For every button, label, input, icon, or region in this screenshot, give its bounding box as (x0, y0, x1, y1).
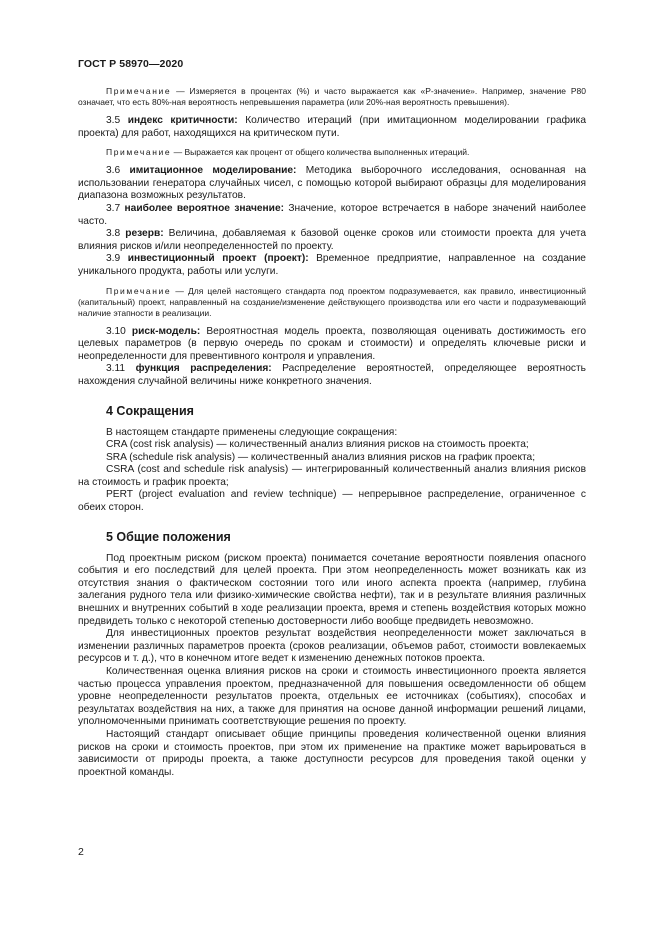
term-3-7: 3.7 наиболее вероятное значение: Значение, которое встречается в наборе значений наиболее часто. (78, 202, 586, 227)
term-3-9: 3.9 инвестиционный проект (проект): Временное предприятие, направленное на создание уникального продукта, работы или услуги. (78, 253, 586, 277)
section-5-title: 5 Общие положения (106, 529, 231, 544)
note-label: Примечание (106, 86, 172, 96)
page-number: 2 (78, 846, 84, 858)
note-label: Примечание (106, 147, 172, 158)
list-item: CRA (cost risk analysis) — количественный анализ влияния рисков на стоимость проекта; (106, 439, 529, 451)
term-3-11: 3.11 функция распределения: Распределение вероятностей, определяющее вероятность нахождения случайной величины ниже конкретного значения. (78, 363, 586, 387)
note-2: Примечание — Выражается как процент от общего количества выполненных итераций. (106, 147, 470, 158)
list-item: PERT (project evaluation and review technique) — непрерывное распределение, ограниченное с обеих сторон. (78, 489, 586, 514)
abbreviations-list (78, 427, 586, 515)
term-3-6: 3.6 имитационное моделирование: Методика выборочного исследования, основанная на использовании генератора случайных чисел, с помощью которой выбирают образцы для моделирования диапазона возможных результатов. (78, 165, 586, 202)
paragraph: Настоящий стандарт описывает общие принципы проведения количественной оценки влияния рисков на сроки и стоимость проектов, при этом их применение на практике может варьироваться в зависимости от природы проекта, а также доступности ресурсов для проведения такой оценки у проектной команды. (78, 728, 586, 778)
document-header: ГОСТ Р 58970—2020 (78, 58, 184, 70)
paragraph: Количественная оценка влияния рисков на сроки и стоимость инвестиционного проекта является частью процесса управления проектом, предназначенной для повышения осведомленности об общем уровне неопределенности результатов проекта, отдельных ее источниках (событиях), способах и результатах воздействия на них, а также для принятия на основе данной информации решений лицами, уполномоченными принимать соответствующие решения по проекту. (78, 666, 586, 728)
paragraph: Для инвестиционных проектов результат воздействия неопределенности может заключаться в изменении различных параметров проекта (сроков реализации, объемов работ, стоимости вовлекаемых ресурсов и т. д.), что в конечном итоге ведет к изменению денежных потоков проекта. (78, 628, 586, 665)
section-4-title: 4 Сокращения (106, 403, 194, 418)
term-3-10: 3.10 риск-модель: Вероятностная модель проекта, позволяющая оценивать достижимость его целевых параметров (в первую очередь по срокам и стоимости) и определять ключевые риски и неопределенности для превентивного контроля и управления. (78, 325, 586, 362)
list-item: SRA (schedule risk analysis) — количественный анализ влияния рисков на график проекта; (106, 451, 536, 463)
abbreviations-intro: В настоящем стандарте применены следующие сокращения: (106, 426, 398, 438)
paragraph: Под проектным риском (риском проекта) понимается сочетание вероятности появления опасного события и его последствий для целей проекта. При этом неопределенность может возникать как из отсутствия знания о фактическом состоянии того или иного аспекта проекта (например, глубина залегания рудного тела или физико-химические свойства нефти), так и в результате влияния различных внешних и внутренних событий в ходе реализации проекта, время и степень воздействия которых можно предвидеть только с некоторой степенью достоверности либо вообще предвидеть невозможно. (78, 552, 586, 627)
note-1: Примечание — Измеряется в процентах (%) и часто выражается как «Р-значение». Например, значение Р80 означает, что есть 80%-ная вероятность непревышения параметра (или 20%-ная вероятность превышения). (78, 86, 586, 107)
document-body (78, 86, 586, 779)
note-3: Примечание — Для целей настоящего стандарта под проектом подразумевается, как правило, инвестиционный (капитальный) проект, направленный на создание/изменение действующего производства или его части и подразумевающий наличие этапности в реализации. (78, 285, 586, 318)
list-item: CSRA (cost and schedule risk analysis) — интегрированный количественный анализ влияния рисков на стоимость и график проекта; (78, 464, 586, 488)
note-label: Примечание (106, 285, 172, 296)
term-3-8: 3.8 резерв: Величина, добавляемая к базовой оценке сроков или стоимости проекта для учета влияния рисков и/или неопределенностей по проекту. (78, 228, 586, 252)
term-3-5: 3.5 индекс критичности: Количество итераций (при имитационном моделировании графика проекта) для работ, находящихся на критическом пути. (78, 115, 586, 139)
